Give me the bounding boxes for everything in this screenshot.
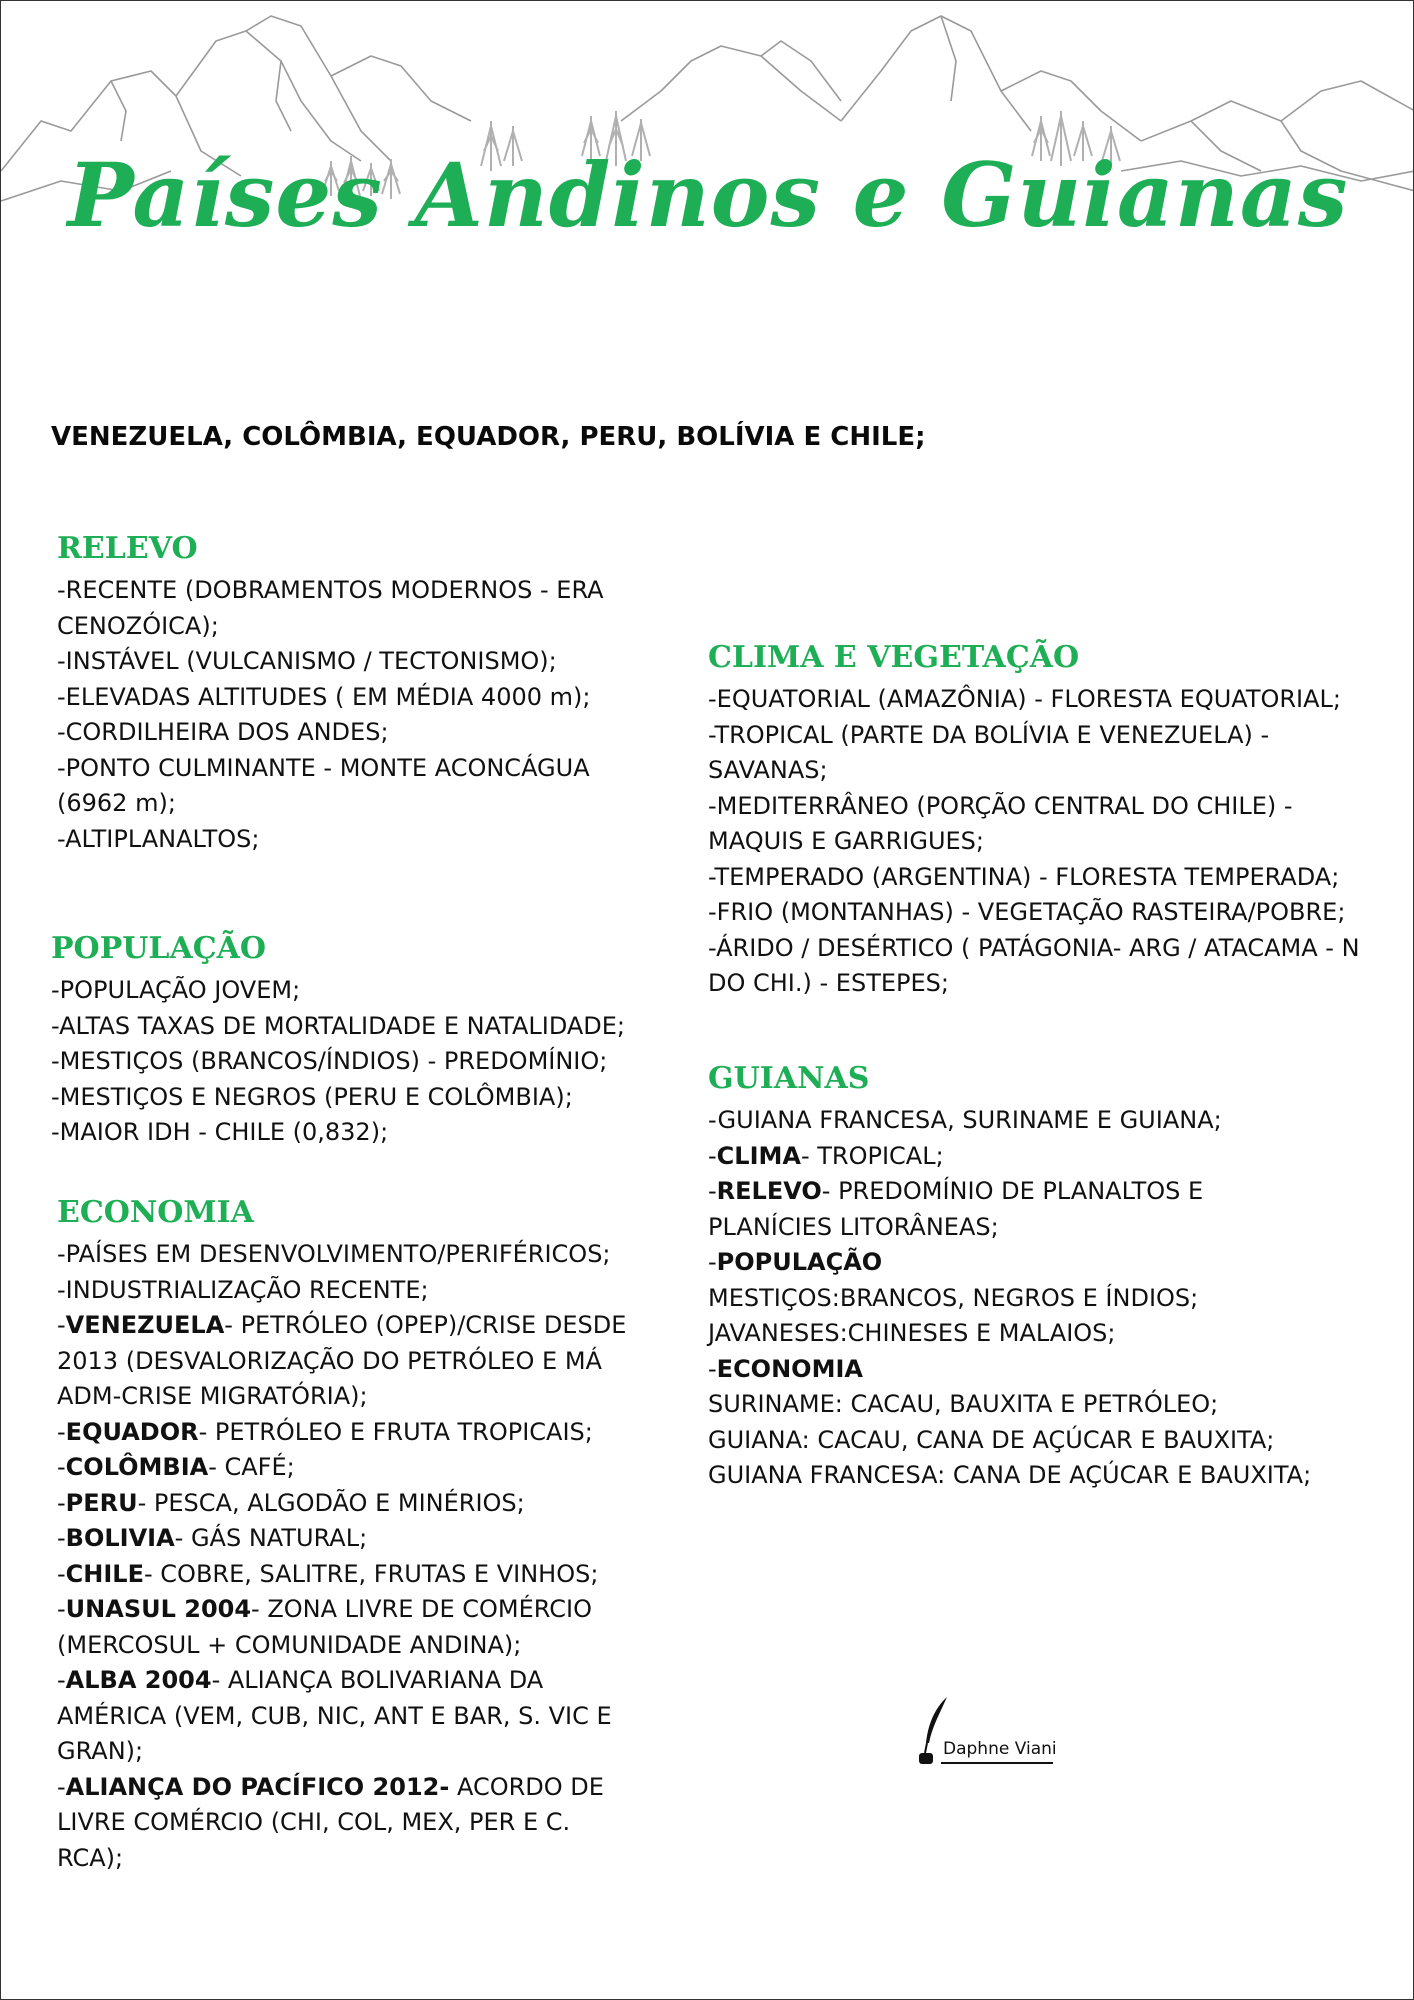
text-line [57,1308,626,1344]
bold-label: CLIMA [716,1141,801,1170]
bold-label: ALIANÇA DO PACÍFICO 2012- [65,1772,450,1801]
populacao-lines [51,973,625,1151]
text-line: -RECENTE (DOBRAMENTOS MODERNOS - ERA [57,576,604,604]
text-line: -TEMPERADO (ARGENTINA) - FLORESTA TEMPERADA; [708,862,1340,891]
text-line [57,1841,626,1877]
text-line [57,1486,626,1522]
line-text: - CAFÉ; [208,1453,295,1481]
text-line: -ALTIPLANALTOS; [57,824,260,853]
text-line: -MESTIÇOS E NEGROS (PERU E COLÔMBIA); [51,1082,573,1111]
text-line: MAQUIS E GARRIGUES; [708,827,984,855]
text-line: DO CHI.) - ESTEPES; [708,969,949,997]
text-line [708,1245,1311,1281]
bold-label: RELEVO [716,1177,822,1205]
text-line [708,1316,1311,1352]
text-line [57,1237,626,1273]
line-text: - [57,1453,66,1481]
text-line: -EQUATORIAL (AMAZÔNIA) - FLORESTA EQUATORIAL; [708,685,1342,713]
line-text: - [708,1141,717,1170]
line-text: - PETRÓLEO E FRUTA TROPICAIS; [198,1417,593,1446]
line-text: LIVRE COMÉRCIO (CHI, COL, MEX, PER E C. [57,1808,571,1836]
line-text: PLANÍCIES LITORÂNEAS; [708,1212,999,1241]
line-text: SURINAME: CACAU, BAUXITA E PETRÓLEO; [708,1390,1219,1418]
section-heading-relevo: RELEVO [57,531,198,566]
text-line: -MAIOR IDH - CHILE (0,832); [51,1118,389,1146]
line-text: - PREDOMÍNIO DE PLANALTOS E [821,1177,1204,1205]
text-line: -MEDITERRÂNEO (PORÇÃO CENTRAL DO CHILE) - [708,791,1293,820]
section-guianas [708,1061,1311,1494]
text-line [57,1770,626,1806]
text-line: -POPULAÇÃO JOVEM; [51,976,301,1004]
text-line [708,1458,1311,1494]
line-text: - TROPICAL; [800,1141,944,1170]
clima-lines [708,682,1360,1002]
line-text: AMÉRICA (VEM, CUB, NIC, ANT E BAR, S. VIC E [57,1701,612,1730]
text-line [57,1344,626,1380]
line-text: - ZONA LIVRE DE COMÉRCIO [251,1595,593,1623]
text-line [57,1379,626,1415]
section-economia [57,1195,626,1876]
text-line [708,1352,1311,1388]
text-line [57,1557,626,1593]
line-text: - [57,1488,66,1517]
line-text: - PETRÓLEO (OPEP)/CRISE DESDE [224,1311,627,1339]
bold-label: PERU [65,1488,138,1517]
relevo-lines [57,573,604,857]
text-line [708,1174,1311,1210]
bold-label: ALBA 2004 [65,1666,212,1694]
text-line: -PONTO CULMINANTE - MONTE ACONCÁGUA [57,753,590,782]
bold-label: BOLIVIA [65,1524,175,1552]
bold-label: VENEZUELA [65,1311,225,1339]
text-line: -ELEVADAS ALTITUDES ( EM MÉDIA 4000 m); [57,682,591,711]
text-line: -FRIO (MONTANHAS) - VEGETAÇÃO RASTEIRA/POBRE; [708,898,1346,926]
line-text: ADM-CRISE MIGRATÓRIA); [57,1382,368,1410]
line-text: - [57,1772,66,1801]
economia-lines [57,1237,626,1876]
text-line: -ÁRIDO / DESÉRTICO ( PATÁGONIA- ARG / ATACAMA - N [708,933,1360,962]
bold-label: EQUADOR [65,1417,199,1446]
line-text: - [708,1177,717,1205]
text-line [57,1592,626,1628]
text-line [708,1281,1311,1317]
line-text: - [57,1559,66,1588]
line-text: -GUIANA FRANCESA, SURINAME E GUIANA; [708,1106,1222,1134]
text-line: CENOZÓICA); [57,611,219,640]
line-text: RCA); [57,1843,124,1872]
line-text: (MERCOSUL + COMUNIDADE ANDINA); [57,1630,522,1659]
text-line [57,1521,626,1557]
text-line [57,1415,626,1451]
text-line [708,1387,1311,1423]
section-relevo [57,531,604,857]
line-text: 2013 (DESVALORIZAÇÃO DO PETRÓLEO E MÁ [57,1346,602,1375]
section-clima [708,640,1360,1002]
text-line: -ALTAS TAXAS DE MORTALIDADE E NATALIDADE; [51,1011,626,1040]
text-line [57,1273,626,1309]
text-line [57,1628,626,1664]
line-text: GUIANA FRANCESA: CANA DE AÇÚCAR E BAUXITA; [708,1461,1312,1489]
section-populacao [51,931,625,1151]
text-line: (6962 m); [57,789,176,817]
text-line: -CORDILHEIRA DOS ANDES; [57,718,389,746]
line-text: - [57,1666,66,1694]
line-text: - PESCA, ALGODÃO E MINÉRIOS; [137,1488,525,1517]
signature [916,1695,1061,1769]
line-text: - [57,1595,66,1623]
line-text: - [57,1311,66,1339]
bold-label: CHILE [65,1559,144,1588]
text-line: -INSTÁVEL (VULCANISMO / TECTONISMO); [57,647,557,675]
line-text: GRAN); [57,1737,144,1765]
line-text: MESTIÇOS:BRANCOS, NEGROS E ÍNDIOS; [708,1283,1199,1312]
text-line [708,1210,1311,1246]
page-title: Países Andinos e Guianas [67,143,1349,247]
line-text: - [708,1248,717,1276]
line-text: - [57,1417,66,1446]
section-heading-guianas: GUIANAS [708,1061,870,1096]
bold-label: COLÔMBIA [65,1453,209,1481]
line-text: - [708,1354,717,1383]
bold-label: POPULAÇÃO [716,1248,883,1276]
text-line [57,1699,626,1735]
signature-name: Daphne Viani [943,1739,1057,1759]
text-line [708,1139,1311,1175]
countries-list-heading: VENEZUELA, COLÔMBIA, EQUADOR, PERU, BOLÍVIA E CHILE; [51,422,926,452]
section-heading-clima: CLIMA E VEGETAÇÃO [708,640,1080,675]
text-line [57,1734,626,1770]
signature-underline [941,1762,1053,1764]
line-text: -INDUSTRIALIZAÇÃO RECENTE; [57,1275,429,1304]
text-line [708,1103,1311,1139]
line-text: GUIANA: CACAU, CANA DE AÇÚCAR E BAUXITA; [708,1425,1275,1454]
text-line: -MESTIÇOS (BRANCOS/ÍNDIOS) - PREDOMÍNIO; [51,1047,608,1075]
line-text: - GÁS NATURAL; [174,1524,368,1552]
line-text: - ALIANÇA BOLIVARIANA DA [211,1666,544,1694]
line-text: -PAÍSES EM DESENVOLVIMENTO/PERIFÉRICOS; [57,1240,611,1268]
line-text: ACORDO DE [449,1772,604,1801]
guianas-lines [708,1103,1311,1494]
line-text: JAVANESES:CHINESES E MALAIOS; [708,1319,1116,1347]
text-line [57,1805,626,1841]
text-line: SAVANAS; [708,756,828,784]
line-text: - COBRE, SALITRE, FRUTAS E VINHOS; [144,1559,599,1588]
section-heading-populacao: POPULAÇÃO [51,931,267,966]
section-heading-economia: ECONOMIA [57,1195,254,1230]
text-line [57,1450,626,1486]
bold-label: ECONOMIA [716,1354,863,1383]
text-line [708,1423,1311,1459]
bold-label: UNASUL 2004 [65,1595,252,1623]
line-text: - [57,1524,66,1552]
text-line [57,1663,626,1699]
text-line: -TROPICAL (PARTE DA BOLÍVIA E VENEZUELA) - [708,720,1270,749]
